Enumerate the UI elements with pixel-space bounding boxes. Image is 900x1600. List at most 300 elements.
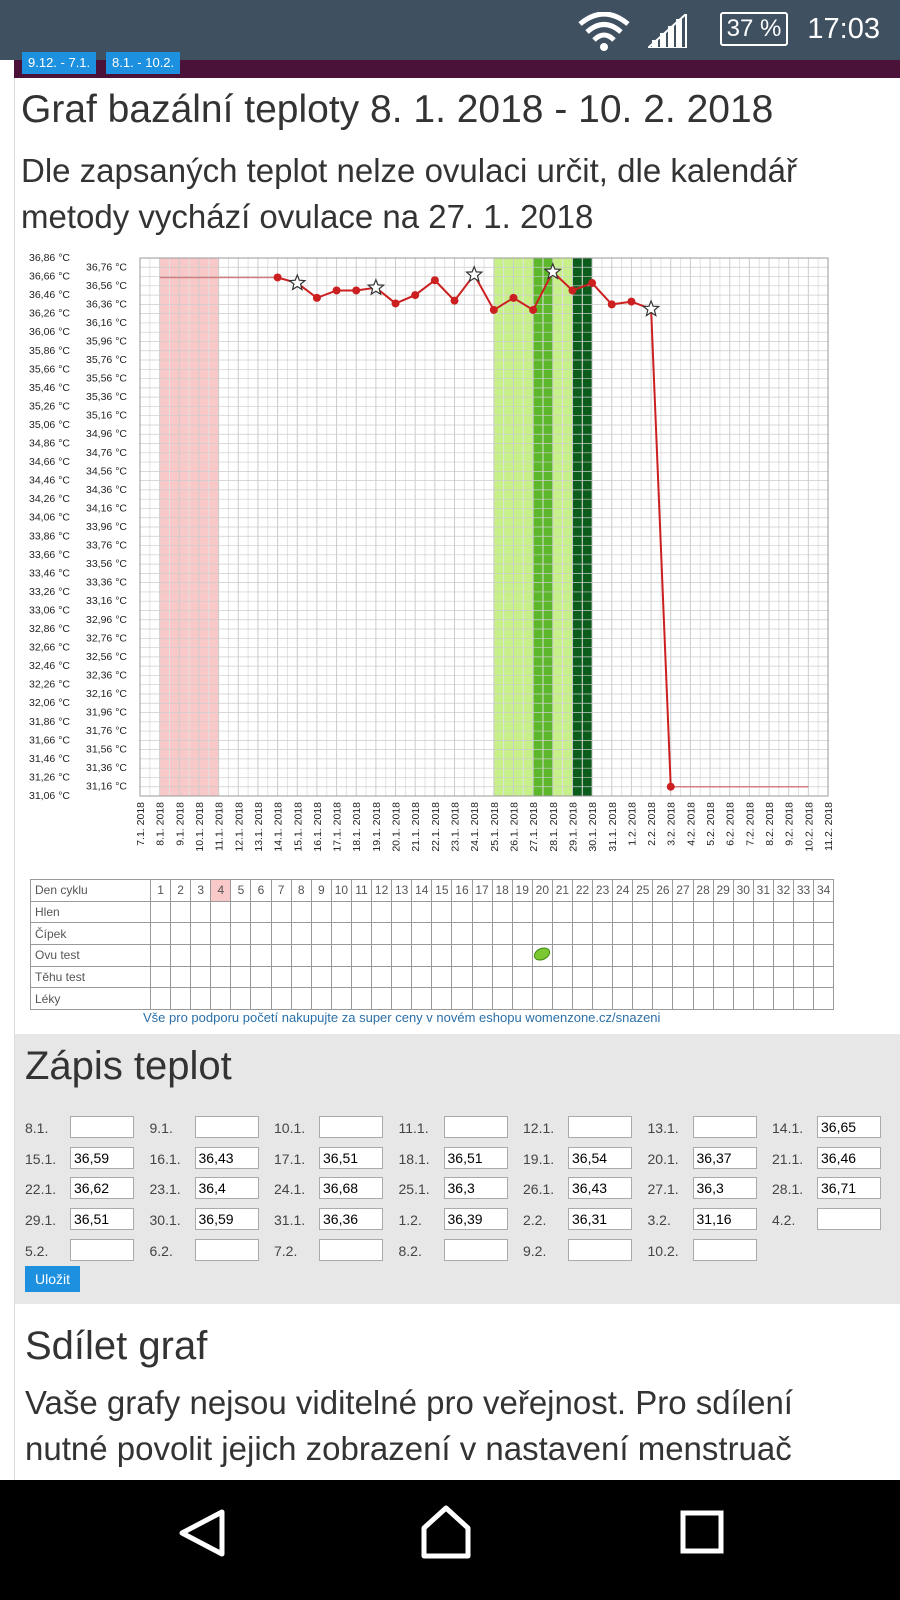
cycle-cell[interactable]	[532, 901, 552, 923]
promo-link[interactable]: Vše pro podporu početí nakupujte za super ceny v novém eshopu womenzone.cz/snazeni	[143, 1010, 661, 1025]
cycle-cell[interactable]	[331, 966, 351, 988]
cycle-cell[interactable]	[271, 923, 291, 945]
cycle-cell[interactable]	[492, 988, 512, 1010]
entry-date-label: 23.1.	[149, 1181, 181, 1198]
cycle-cell[interactable]	[733, 945, 753, 967]
cycle-cell[interactable]	[372, 966, 392, 988]
temperature-input[interactable]	[70, 1208, 134, 1230]
cycle-cell[interactable]	[552, 923, 572, 945]
temperature-entry	[274, 1147, 398, 1171]
cycle-cell[interactable]	[432, 988, 452, 1010]
cycle-cell[interactable]	[693, 901, 713, 923]
cycle-cell[interactable]	[271, 988, 291, 1010]
cycle-row-label: Hlen	[31, 901, 151, 923]
cycle-cell[interactable]	[552, 945, 572, 967]
cycle-cell[interactable]	[472, 988, 492, 1010]
entry-date-label: 8.1.	[25, 1120, 49, 1136]
cycle-cell[interactable]	[151, 966, 171, 988]
temperature-entry	[25, 1147, 149, 1171]
cycle-cell[interactable]	[151, 923, 171, 945]
cycle-day: 8	[291, 880, 311, 902]
temperature-input[interactable]	[195, 1208, 259, 1230]
cycle-cell[interactable]	[814, 945, 834, 967]
y-tick-right: 36,56 °C	[86, 279, 127, 292]
cycle-day: 2	[171, 880, 191, 902]
cycle-cell[interactable]	[613, 945, 633, 967]
temperature-entry	[274, 1116, 398, 1140]
entry-date-label: 10.2.	[647, 1242, 679, 1259]
cycle-cell[interactable]	[512, 901, 532, 923]
cycle-cell[interactable]	[773, 988, 793, 1010]
cycle-cell[interactable]	[251, 988, 271, 1010]
temperature-entry	[150, 1177, 274, 1201]
recents-icon[interactable]	[680, 1510, 724, 1554]
temperature-input[interactable]	[319, 1147, 383, 1169]
temperature-input[interactable]	[195, 1177, 259, 1199]
x-tick: 5.2. 2018	[705, 802, 718, 846]
period-button-current[interactable]: 8.1. - 10.2.	[106, 52, 180, 74]
cycle-cell[interactable]	[693, 945, 713, 967]
x-tick: 10.1. 2018	[193, 802, 206, 852]
temperature-input[interactable]	[568, 1177, 632, 1199]
data-point	[411, 291, 419, 299]
cycle-cell[interactable]	[633, 923, 653, 945]
cycle-day: 31	[753, 880, 773, 902]
cycle-cell[interactable]	[753, 966, 773, 988]
cycle-cell[interactable]	[773, 945, 793, 967]
x-tick: 12.1. 2018	[233, 802, 246, 852]
temperature-input[interactable]	[319, 1208, 383, 1230]
temperature-entry-section	[15, 1034, 900, 1304]
cycle-cell[interactable]	[492, 901, 512, 923]
cycle-cell[interactable]	[653, 988, 673, 1010]
cycle-cell[interactable]	[412, 923, 432, 945]
temperature-input[interactable]	[817, 1116, 881, 1138]
cycle-cell[interactable]	[653, 923, 673, 945]
y-tick-right: 33,16 °C	[86, 595, 127, 608]
temperature-entry	[150, 1239, 274, 1263]
cycle-cell[interactable]	[753, 901, 773, 923]
save-button[interactable]: Uložit	[25, 1266, 80, 1292]
cycle-cell[interactable]	[191, 966, 211, 988]
cycle-cell[interactable]	[331, 901, 351, 923]
cycle-cell[interactable]	[653, 901, 673, 923]
cycle-row	[31, 945, 834, 967]
x-tick: 7.2. 2018	[744, 802, 757, 846]
cycle-cell[interactable]	[171, 923, 191, 945]
cycle-cell[interactable]	[412, 945, 432, 967]
entry-date-label: 27.1.	[647, 1181, 679, 1198]
temperature-input[interactable]	[693, 1208, 757, 1230]
cycle-cell[interactable]	[673, 923, 693, 945]
signal-icon	[648, 14, 688, 48]
cycle-day: 3	[191, 880, 211, 902]
cycle-cell[interactable]	[492, 945, 512, 967]
cycle-cell[interactable]	[191, 945, 211, 967]
cycle-cell[interactable]	[472, 901, 492, 923]
cycle-cell[interactable]	[572, 945, 592, 967]
cycle-cell[interactable]	[733, 988, 753, 1010]
temperature-entry	[150, 1147, 274, 1171]
cycle-cell[interactable]	[331, 988, 351, 1010]
cycle-cell[interactable]	[492, 923, 512, 945]
cycle-cell[interactable]	[271, 945, 291, 967]
cycle-cell[interactable]	[271, 901, 291, 923]
cycle-day: 23	[593, 880, 613, 902]
cycle-cell[interactable]	[753, 923, 773, 945]
cycle-cell[interactable]	[753, 988, 773, 1010]
temperature-input[interactable]	[319, 1239, 383, 1261]
cycle-cell[interactable]	[452, 945, 472, 967]
cycle-cell[interactable]	[211, 901, 231, 923]
cycle-cell[interactable]	[653, 966, 673, 988]
temperature-input[interactable]	[70, 1147, 134, 1169]
cycle-cell[interactable]	[794, 923, 814, 945]
back-icon[interactable]	[178, 1508, 226, 1558]
temperature-input[interactable]	[70, 1177, 134, 1199]
entry-date-label: 22.1.	[25, 1181, 57, 1198]
temperature-input[interactable]	[568, 1116, 632, 1138]
y-tick-left: 34,26 °C	[29, 493, 70, 506]
y-tick-left: 31,66 °C	[29, 734, 70, 747]
cycle-cell[interactable]	[351, 945, 371, 967]
x-tick: 24.1. 2018	[469, 802, 482, 852]
y-tick-left: 36,46 °C	[29, 289, 70, 302]
cycle-cell[interactable]	[673, 945, 693, 967]
cycle-cell[interactable]	[814, 988, 834, 1010]
x-tick: 16.1. 2018	[311, 802, 324, 852]
y-tick-left: 35,26 °C	[29, 400, 70, 413]
cycle-cell[interactable]	[572, 966, 592, 988]
cycle-cell[interactable]	[392, 923, 412, 945]
temperature-input[interactable]	[444, 1239, 508, 1261]
cycle-cell[interactable]	[151, 901, 171, 923]
cycle-cell[interactable]	[271, 966, 291, 988]
temperature-input[interactable]	[70, 1239, 134, 1261]
cycle-cell[interactable]	[814, 923, 834, 945]
y-tick-right: 33,56 °C	[86, 558, 127, 571]
cycle-cell[interactable]	[372, 988, 392, 1010]
y-tick-right: 33,36 °C	[86, 576, 127, 589]
cycle-cell[interactable]	[331, 923, 351, 945]
cycle-cell[interactable]	[311, 901, 331, 923]
temperature-input[interactable]	[444, 1147, 508, 1169]
cycle-cell[interactable]	[392, 945, 412, 967]
cycle-cell[interactable]	[291, 923, 311, 945]
cycle-cell[interactable]	[472, 945, 492, 967]
cycle-cell[interactable]	[814, 966, 834, 988]
temperature-input[interactable]	[817, 1147, 881, 1169]
cycle-cell[interactable]	[171, 988, 191, 1010]
cycle-cell[interactable]	[552, 901, 572, 923]
cycle-row	[31, 923, 834, 945]
cycle-cell[interactable]	[392, 901, 412, 923]
cycle-cell[interactable]	[512, 923, 532, 945]
x-tick: 31.1. 2018	[606, 802, 619, 852]
y-tick-left: 34,46 °C	[29, 474, 70, 487]
cycle-cell[interactable]	[171, 945, 191, 967]
y-tick-right: 36,76 °C	[86, 261, 127, 274]
cycle-cell[interactable]	[593, 988, 613, 1010]
temperature-entry	[523, 1239, 647, 1263]
cycle-cell[interactable]	[532, 966, 552, 988]
cycle-cell[interactable]	[794, 988, 814, 1010]
cycle-cell[interactable]	[432, 923, 452, 945]
cycle-cell[interactable]	[351, 901, 371, 923]
temperature-entry	[648, 1116, 772, 1140]
x-tick: 21.1. 2018	[410, 802, 423, 852]
cycle-cell[interactable]	[693, 966, 713, 988]
cycle-cell[interactable]	[191, 901, 211, 923]
temperature-input[interactable]	[195, 1116, 259, 1138]
y-tick-right: 32,96 °C	[86, 613, 127, 626]
y-tick-left: 36,26 °C	[29, 307, 70, 320]
cycle-cell[interactable]	[653, 945, 673, 967]
cycle-cell[interactable]	[713, 966, 733, 988]
temperature-input[interactable]	[319, 1177, 383, 1199]
temperature-entry	[399, 1208, 523, 1232]
cycle-day: 30	[733, 880, 753, 902]
cycle-cell[interactable]	[753, 945, 773, 967]
cycle-cell[interactable]	[512, 988, 532, 1010]
cycle-cell[interactable]	[311, 923, 331, 945]
temperature-entry	[150, 1116, 274, 1140]
cycle-cell[interactable]	[572, 923, 592, 945]
cycle-cell[interactable]	[472, 923, 492, 945]
cycle-cell[interactable]	[432, 966, 452, 988]
y-tick-right: 36,16 °C	[86, 316, 127, 329]
cycle-cell[interactable]	[512, 966, 532, 988]
entry-date-label: 13.1.	[647, 1120, 679, 1136]
cycle-cell[interactable]	[633, 988, 653, 1010]
cycle-cell[interactable]	[633, 966, 653, 988]
cycle-cell[interactable]	[673, 988, 693, 1010]
cycle-cell[interactable]	[452, 923, 472, 945]
data-point	[490, 306, 498, 314]
cycle-cell[interactable]	[151, 945, 171, 967]
cycle-cell[interactable]	[211, 945, 231, 967]
cycle-cell[interactable]	[452, 988, 472, 1010]
y-tick-left: 31,26 °C	[29, 771, 70, 784]
cycle-day: 12	[372, 880, 392, 902]
temperature-input[interactable]	[444, 1208, 508, 1230]
cycle-table	[30, 879, 834, 1010]
share-text-line2: nutné povolit jejich zobrazení v nastavení menstruač	[25, 1430, 792, 1467]
cycle-cell[interactable]	[412, 901, 432, 923]
cycle-cell[interactable]	[733, 966, 753, 988]
cycle-cell[interactable]	[552, 966, 572, 988]
cycle-cell[interactable]	[251, 966, 271, 988]
cycle-cell[interactable]	[291, 945, 311, 967]
y-tick-right: 31,16 °C	[86, 780, 127, 793]
cycle-cell[interactable]	[452, 966, 472, 988]
entry-date-label: 5.2.	[25, 1242, 49, 1259]
cycle-cell[interactable]	[552, 988, 572, 1010]
cycle-cell[interactable]	[814, 901, 834, 923]
cycle-cell[interactable]	[171, 901, 191, 923]
cycle-cell[interactable]	[613, 923, 633, 945]
cycle-cell[interactable]	[733, 923, 753, 945]
cycle-cell[interactable]	[572, 901, 592, 923]
temperature-input[interactable]	[70, 1116, 134, 1138]
cycle-cell[interactable]	[773, 923, 793, 945]
cycle-cell[interactable]	[251, 945, 271, 967]
cycle-cell[interactable]	[532, 945, 552, 967]
cycle-cell[interactable]	[291, 966, 311, 988]
cycle-cell[interactable]	[673, 966, 693, 988]
entry-date-label: 24.1.	[274, 1181, 306, 1198]
temperature-input[interactable]	[568, 1208, 632, 1230]
y-tick-left: 35,86 °C	[29, 344, 70, 357]
y-tick-right: 31,76 °C	[86, 725, 127, 738]
x-tick: 8.2. 2018	[764, 802, 777, 846]
temperature-input[interactable]	[693, 1239, 757, 1261]
android-nav-bar	[0, 1480, 900, 1600]
cycle-cell[interactable]	[693, 988, 713, 1010]
cycle-row-label: Den cyklu	[31, 880, 151, 902]
cycle-cell[interactable]	[331, 945, 351, 967]
temperature-input[interactable]	[195, 1147, 259, 1169]
temperature-entry	[25, 1116, 149, 1140]
temperature-input[interactable]	[444, 1177, 508, 1199]
cycle-cell[interactable]	[593, 923, 613, 945]
period-nav-strip	[14, 55, 900, 78]
home-icon[interactable]	[420, 1504, 472, 1560]
cycle-cell[interactable]	[412, 988, 432, 1010]
cycle-day: 25	[633, 880, 653, 902]
cycle-cell[interactable]	[572, 988, 592, 1010]
cycle-cell[interactable]	[713, 901, 733, 923]
cycle-cell[interactable]	[794, 966, 814, 988]
temperature-entry	[772, 1177, 896, 1201]
cycle-cell[interactable]	[311, 945, 331, 967]
cycle-cell[interactable]	[713, 945, 733, 967]
y-tick-right: 31,56 °C	[86, 743, 127, 756]
cycle-cell[interactable]	[713, 988, 733, 1010]
temperature-input[interactable]	[693, 1177, 757, 1199]
entry-date-label: 2.2.	[523, 1212, 547, 1229]
cycle-cell[interactable]	[593, 945, 613, 967]
cycle-cell[interactable]	[532, 988, 552, 1010]
cycle-day: 26	[653, 880, 673, 902]
cycle-cell[interactable]	[452, 901, 472, 923]
cycle-cell[interactable]	[211, 988, 231, 1010]
cycle-cell[interactable]	[231, 988, 251, 1010]
temperature-input[interactable]	[568, 1147, 632, 1169]
cycle-row-label: Čípek	[31, 923, 151, 945]
cycle-cell[interactable]	[311, 988, 331, 1010]
cycle-cell[interactable]	[773, 966, 793, 988]
temperature-input[interactable]	[568, 1239, 632, 1261]
temperature-input[interactable]	[195, 1239, 259, 1261]
cycle-cell[interactable]	[693, 923, 713, 945]
x-tick: 6.2. 2018	[724, 802, 737, 846]
cycle-cell[interactable]	[372, 901, 392, 923]
temperature-input[interactable]	[817, 1208, 881, 1230]
cycle-cell[interactable]	[673, 901, 693, 923]
temperature-input[interactable]	[817, 1177, 881, 1199]
cycle-cell[interactable]	[432, 901, 452, 923]
cycle-cell[interactable]	[311, 966, 331, 988]
cycle-cell[interactable]	[291, 988, 311, 1010]
cycle-cell[interactable]	[251, 901, 271, 923]
cycle-cell[interactable]	[291, 901, 311, 923]
cycle-cell[interactable]	[351, 923, 371, 945]
cycle-day: 28	[693, 880, 713, 902]
cycle-cell[interactable]	[351, 966, 371, 988]
cycle-cell[interactable]	[211, 923, 231, 945]
cycle-cell[interactable]	[171, 966, 191, 988]
cycle-cell[interactable]	[191, 988, 211, 1010]
cycle-cell[interactable]	[593, 901, 613, 923]
x-tick: 3.2. 2018	[665, 802, 678, 846]
cycle-cell[interactable]	[532, 923, 552, 945]
cycle-cell[interactable]	[231, 901, 251, 923]
entry-date-label: 21.1.	[772, 1150, 804, 1167]
cycle-cell[interactable]	[794, 945, 814, 967]
cycle-cell[interactable]	[151, 988, 171, 1010]
temperature-entry	[523, 1147, 647, 1171]
entry-date-label: 16.1.	[149, 1150, 181, 1167]
ovu-leaf-icon	[533, 947, 551, 961]
data-point	[667, 783, 675, 791]
cycle-day: 34	[814, 880, 834, 902]
cycle-cell[interactable]	[633, 945, 653, 967]
temperature-entry	[399, 1177, 523, 1201]
cycle-cell[interactable]	[432, 945, 452, 967]
cycle-cell[interactable]	[512, 945, 532, 967]
cycle-cell[interactable]	[392, 988, 412, 1010]
cycle-cell[interactable]	[733, 901, 753, 923]
cycle-cell[interactable]	[492, 966, 512, 988]
cycle-cell[interactable]	[412, 966, 432, 988]
cycle-cell[interactable]	[613, 901, 633, 923]
cycle-cell[interactable]	[372, 923, 392, 945]
period-button-prev[interactable]: 9.12. - 7.1.	[22, 52, 96, 74]
cycle-cell[interactable]	[392, 966, 412, 988]
temperature-input[interactable]	[693, 1116, 757, 1138]
temperature-input[interactable]	[319, 1116, 383, 1138]
y-tick-left: 33,46 °C	[29, 567, 70, 580]
cycle-cell[interactable]	[613, 988, 633, 1010]
cycle-cell[interactable]	[472, 966, 492, 988]
temperature-input[interactable]	[444, 1116, 508, 1138]
data-point	[608, 300, 616, 308]
cycle-cell[interactable]	[613, 966, 633, 988]
cycle-cell[interactable]	[351, 988, 371, 1010]
cycle-cell[interactable]	[231, 945, 251, 967]
cycle-cell[interactable]	[231, 966, 251, 988]
cycle-cell[interactable]	[794, 901, 814, 923]
cycle-cell[interactable]	[211, 966, 231, 988]
cycle-cell[interactable]	[251, 923, 271, 945]
data-point	[352, 286, 360, 294]
cycle-cell[interactable]	[593, 966, 613, 988]
share-title: Sdílet graf	[25, 1324, 208, 1368]
y-tick-left: 32,46 °C	[29, 660, 70, 673]
cycle-cell[interactable]	[773, 901, 793, 923]
cycle-cell[interactable]	[713, 923, 733, 945]
entry-date-label: 9.2.	[523, 1242, 547, 1259]
y-tick-left: 31,46 °C	[29, 752, 70, 765]
cycle-cell[interactable]	[231, 923, 251, 945]
entry-date-label: 18.1.	[398, 1150, 430, 1167]
cycle-cell[interactable]	[633, 901, 653, 923]
temperature-input[interactable]	[693, 1147, 757, 1169]
cycle-cell[interactable]	[191, 923, 211, 945]
y-tick-right: 35,96 °C	[86, 335, 127, 348]
cycle-cell[interactable]	[372, 945, 392, 967]
